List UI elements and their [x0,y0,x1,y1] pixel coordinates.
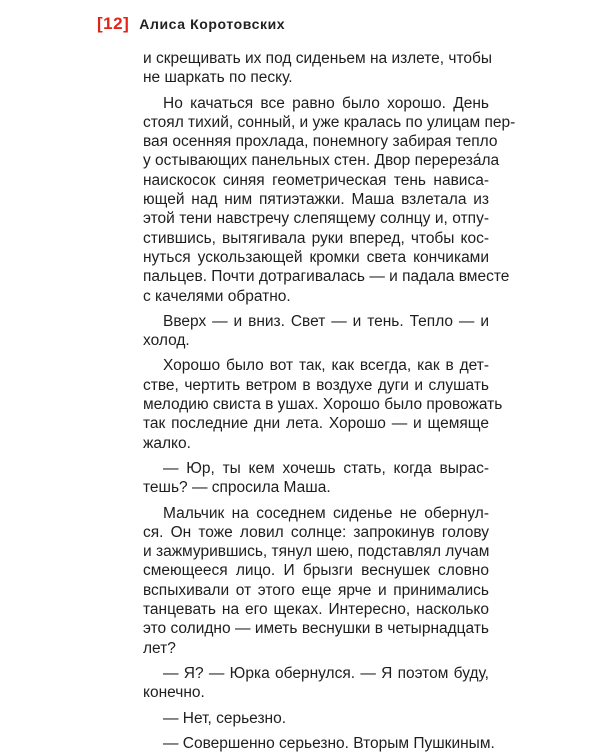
page-number: [12] [97,14,130,33]
text-line: так последние дни лета. Хорошо — и щемяще [143,415,489,433]
text-line: ющей над ним пятиэтажки. Маша взлетала из [143,191,489,209]
text-line: жалко. [143,434,191,452]
text-line: с качелями обратно. [143,287,291,305]
text-line: — Юр, ты кем хочешь стать, когда вырас- [163,459,489,477]
text-line: нуться ускользающей кромки света кончиками [143,248,489,266]
text-line: Хорошо было вот так, как всегда, как в дет- [163,357,489,375]
text-line: вспыхивали от этого еще ярче и принимались [143,581,489,599]
text-line: конечно. [143,684,205,702]
text-line: стоял тихий, сонный, и уже кралась по улицам пер- [143,113,516,131]
author-name: Алиса Коротовских [139,16,286,32]
running-header [97,12,285,36]
text-line: наискосок синяя геометрическая тень нависа- [143,171,489,189]
text-line: и скрещивать их под сиденьем на излете, чтобы [143,50,493,67]
text-line: — Совершенно серьезно. Вторым Пушкиным. [163,734,495,752]
text-line: ся. Он тоже ловил солнце: запрокинув голову [143,523,489,541]
text-line: — Нет, серьезно. [163,709,287,727]
text-line: Мальчик на соседнем сиденье не обернул- [163,504,489,522]
body-text [143,49,516,753]
text-line: у остывающих панельных стен. Двор перереза́ла [143,152,500,170]
text-line: тешь? — спросила Маша. [143,479,331,497]
text-line: и зажмурившись, тянул шею, подставлял лучам [143,543,490,561]
text-line: не шаркать по песку. [143,69,293,87]
text-line: холод. [143,332,190,350]
text-line: мелодию свиста в ушах. Хорошо было провожать [143,396,503,414]
text-line: смеющееся лицо. И брызги веснушек словно [143,562,489,580]
text-line: — Я? — Юрка обернулся. — Я поэтом буду, [163,664,489,682]
text-line: Но качаться все равно было хорошо. День [163,94,489,112]
text-line: Вверх — и вниз. Свет — и тень. Тепло — и [163,312,489,330]
text-line: лет? [143,639,176,657]
text-line: это солидно — иметь веснушки в четырнадцать [143,620,489,638]
text-line: пальцев. Почти дотрагивалась — и падала вместе [143,268,510,286]
text-line: этой тени навстречу слепящему солнцу и, отпу- [143,210,489,228]
text-line: стве, чертить ветром в воздухе дуги и слушать [143,376,489,394]
text-line: вая осенняя прохлада, понемногу забирая тепло [143,133,498,151]
text-line: танцевать на его щеках. Интересно, насколько [143,601,489,619]
text-line: стившись, вытягивала руки вперед, чтобы кос- [143,229,489,247]
